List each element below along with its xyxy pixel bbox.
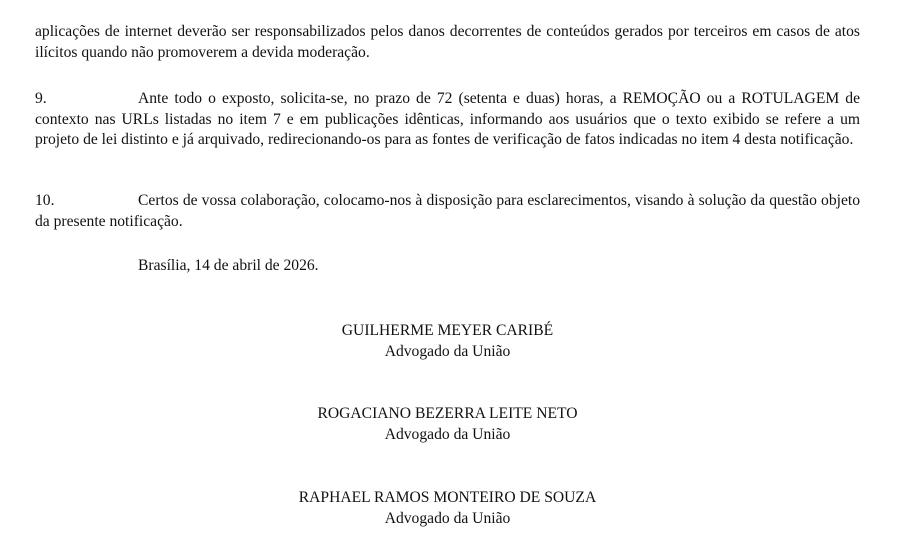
paragraph-text: Certos de vossa colaboração, colocamo-nos à disposição para esclarecimentos, visando à solução da questão objeto da presente notificação.: [35, 192, 860, 230]
signature-block: [0, 404, 895, 445]
paragraph-9: [35, 89, 860, 151]
place-date: Brasília, 14 de abril de 2026.: [138, 257, 319, 274]
signatory-name: ROGACIANO BEZERRA LEITE NETO: [317, 405, 578, 422]
paragraph-10: [35, 191, 860, 232]
signatory-role: Advogado da União: [384, 342, 511, 360]
signatory-role: Advogado da União: [384, 425, 511, 443]
intro-paragraph: aplicações de internet deverão ser responsabilizados pelos danos decorrentes de conteúdos gerados por terceiros em casos de atos ilícitos quando não promoverem a devida moderação.: [35, 23, 860, 61]
signature-block: [0, 488, 895, 529]
paragraph-text: Ante todo o exposto, solicita-se, no prazo de 72 (setenta e duas) horas, a REMOÇÃO ou a ROTULAGEM de contexto nas URLs listadas no item 7 e em publicações idênticas, informando aos usuários que o texto exibido se refere a um projeto de lei distinto e já arquivado, redirecionando-os para as fontes de verificação de fatos indicadas no item 4 desta notificação.: [35, 90, 860, 148]
signatory-role: Advogado da União: [384, 509, 511, 527]
paragraph-number: 9.: [35, 90, 47, 107]
paragraph-number: 10.: [35, 192, 55, 209]
signatory-name: RAPHAEL RAMOS MONTEIRO DE SOUZA: [298, 489, 597, 506]
signature-block: [0, 321, 895, 362]
signatory-name: GUILHERME MEYER CARIBÉ: [341, 322, 554, 339]
